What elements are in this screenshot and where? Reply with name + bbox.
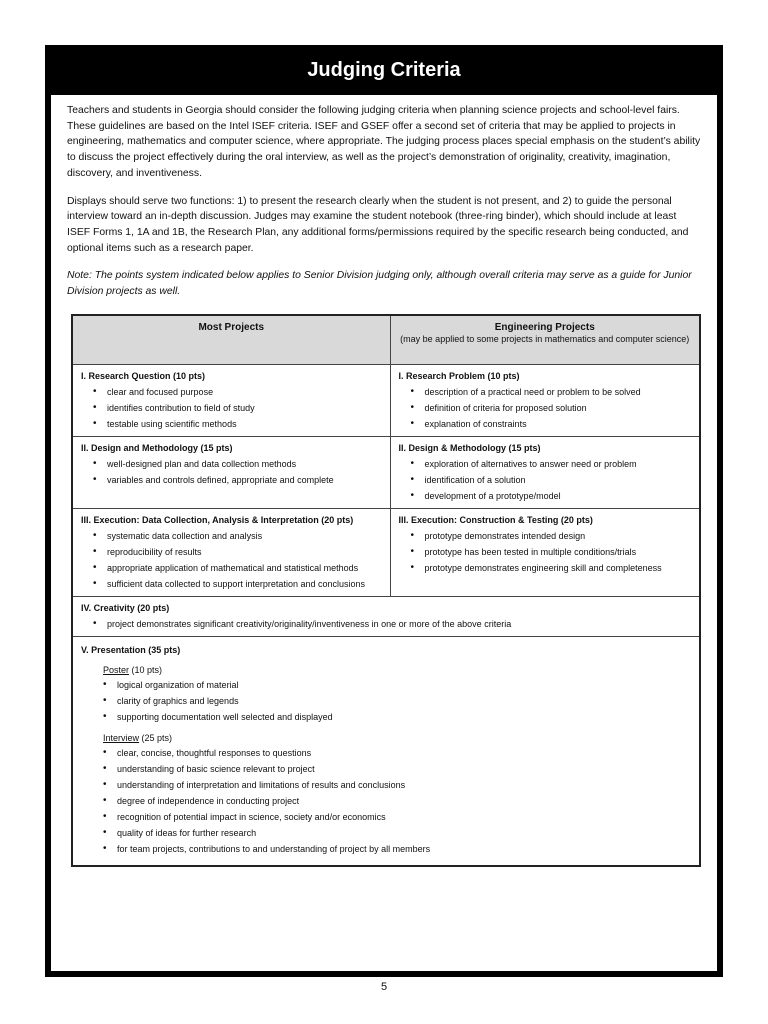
list-item: • prototype demonstrates engineering skill and completeness	[411, 560, 692, 576]
list-item: • exploration of alternatives to answer need or problem	[411, 456, 692, 472]
criteria-heading: V. Presentation (35 pts)	[81, 645, 181, 656]
intro-section	[67, 103, 701, 300]
criteria-table	[71, 314, 701, 868]
table-header-row	[72, 315, 700, 365]
table-row	[72, 509, 700, 597]
creativity-cell	[72, 597, 700, 637]
table-row-presentation	[72, 637, 700, 867]
list-item: • sufficient data collected to support interpretation and conclusions	[93, 576, 382, 592]
intro-paragraph-1: Teachers and students in Georgia should consider the following judging criteria when planning science projects and school-level fairs. These guidelines are based on the Intel ISEF criteria. ISEF and GSEF offer a second set of criteria that may be applied to projects in engineering, mathematics and computer science, where appropriate. The judging process places special emphasis on the student’s ability to discuss the project effectively during the oral interview, as well as the project’s demonstration of originality, creativity, imagination, discovery, and inventiveness.	[67, 105, 701, 179]
list-item: • testable using scientific methods	[93, 416, 382, 432]
intro-note: Note: The points system indicated below applies to Senior Division judging only, although overall criteria may serve as a guide for Junior Division projects as well.	[67, 270, 692, 298]
criteria-cell	[72, 365, 390, 437]
criteria-cell	[390, 365, 700, 437]
list-item: • variables and controls defined, appropriate and complete	[93, 472, 382, 488]
list-item: • identifies contribution to field of study	[93, 400, 382, 416]
criteria-cell	[72, 509, 390, 597]
table-row	[72, 437, 700, 509]
criteria-list	[93, 456, 382, 488]
list-item: • well-designed plan and data collection methods	[93, 456, 382, 472]
list-item: • for team projects, contributions to and understanding of project by all members	[103, 841, 691, 857]
criteria-list	[103, 677, 691, 725]
list-item: • reproducibility of results	[93, 544, 382, 560]
page-title: Judging Criteria	[307, 58, 461, 81]
list-item: • description of a practical need or problem to be solved	[411, 384, 692, 400]
page-number: 5	[380, 981, 388, 993]
criteria-heading: IV. Creativity (20 pts)	[81, 603, 170, 614]
table-row-creativity	[72, 597, 700, 637]
criteria-heading: III. Execution: Data Collection, Analysis & Interpretation (20 pts)	[81, 515, 354, 526]
table-row	[72, 365, 700, 437]
criteria-list	[411, 456, 692, 504]
header-most-projects: Most Projects	[72, 315, 390, 365]
criteria-heading: I. Research Problem (10 pts)	[398, 371, 520, 382]
criteria-heading: II. Design and Methodology (15 pts)	[81, 443, 233, 454]
list-item: • understanding of interpretation and limitations of results and conclusions	[103, 777, 691, 793]
poster-subtitle: Poster (10 pts)	[103, 665, 163, 676]
page-content	[51, 95, 717, 867]
list-item: • prototype demonstrates intended design	[411, 528, 692, 544]
interview-subtitle: Interview (25 pts)	[103, 733, 173, 744]
list-item: • degree of independence in conducting project	[103, 793, 691, 809]
list-item: • prototype has been tested in multiple conditions/trials	[411, 544, 692, 560]
list-item: • identification of a solution	[411, 472, 692, 488]
list-item: • appropriate application of mathematical and statistical methods	[93, 560, 382, 576]
criteria-cell	[390, 509, 700, 597]
list-item: • clarity of graphics and legends	[103, 693, 691, 709]
list-item: • logical organization of material	[103, 677, 691, 693]
criteria-list	[103, 745, 691, 857]
interview-block	[103, 731, 691, 857]
list-item: • systematic data collection and analysis	[93, 528, 382, 544]
list-item: • clear, concise, thoughtful responses to questions	[103, 745, 691, 761]
poster-block	[103, 663, 691, 725]
criteria-cell	[72, 437, 390, 509]
criteria-list	[93, 616, 691, 632]
intro-paragraph-2: Displays should serve two functions: 1) to present the research clearly when the student is not present, and 2) to guide the personal interview toward an in-depth discussion. Judges may examine the student notebook (three-ring binder), which should include at least ISEF Forms 1, 1A and 1B, the Research Plan, any additional forms/permissions required by the specific research being conducted, and optional items such as a research paper.	[67, 195, 689, 254]
criteria-heading: III. Execution: Construction & Testing (20 pts)	[398, 515, 593, 526]
criteria-list	[411, 528, 692, 576]
criteria-list	[93, 384, 382, 432]
list-item: • supporting documentation well selected and displayed	[103, 709, 691, 725]
list-item: • development of a prototype/model	[411, 488, 692, 504]
page-title-bar	[51, 45, 717, 95]
list-item: • understanding of basic science relevant to project	[103, 761, 691, 777]
list-item: • explanation of constraints	[411, 416, 692, 432]
page-frame	[45, 45, 723, 977]
list-item: • recognition of potential impact in science, society and/or economics	[103, 809, 691, 825]
criteria-list	[411, 384, 692, 432]
list-item: • quality of ideas for further research	[103, 825, 691, 841]
criteria-heading: II. Design & Methodology (15 pts)	[398, 443, 541, 454]
criteria-cell	[390, 437, 700, 509]
header-engineering-sub: (may be applied to some projects in mathematics and computer science)	[400, 333, 690, 344]
criteria-list	[93, 528, 382, 592]
criteria-heading: I. Research Question (10 pts)	[81, 371, 206, 382]
presentation-cell	[72, 637, 700, 867]
header-engineering-projects: Engineering Projects (may be applied to some projects in mathematics and computer science)	[390, 315, 700, 365]
list-item: • definition of criteria for proposed solution	[411, 400, 692, 416]
list-item: • project demonstrates significant creativity/originality/inventiveness in one or more of the above criteria	[93, 616, 691, 632]
list-item: • clear and focused purpose	[93, 384, 382, 400]
